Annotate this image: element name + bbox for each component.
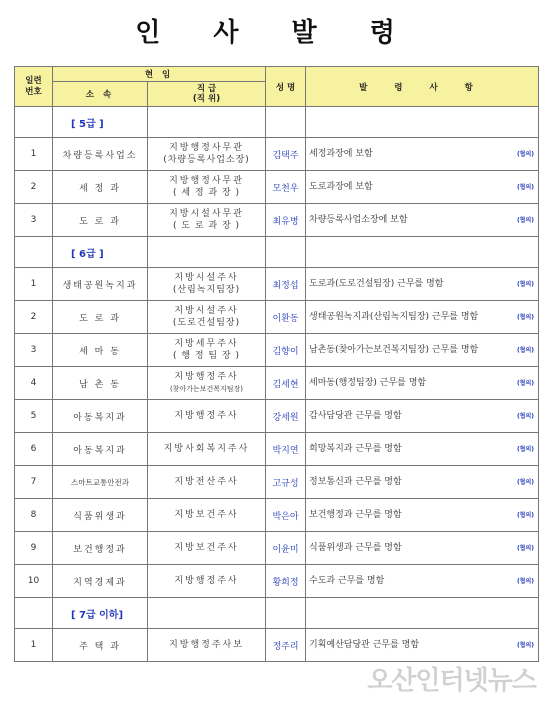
row-number: 3	[15, 334, 53, 367]
row-name: 모천우	[266, 171, 306, 204]
details-text: 생태공원녹지과(산림녹지팀장) 근무를 명함	[309, 311, 479, 322]
rank-title: 지방행정주사	[174, 372, 239, 382]
page-title: 인 사 발 령	[135, 18, 417, 48]
header-name: 성 명	[266, 67, 306, 107]
row-name: 박지연	[266, 433, 306, 466]
details-text: 세정과장에 보함	[309, 148, 373, 159]
rank-title: 지방행정주사보	[169, 640, 244, 650]
table-row	[15, 629, 539, 662]
row-details	[306, 499, 539, 532]
consult-note: (협의)	[516, 380, 535, 387]
rank-position: ( 도 로 과 장 )	[172, 221, 241, 231]
row-name: 이윤미	[266, 532, 306, 565]
row-name: 이환동	[266, 301, 306, 334]
row-name: 고규성	[266, 466, 306, 499]
row-department: 주 택 과	[53, 629, 148, 662]
row-details	[306, 629, 539, 662]
details-text: 식품위생과 근무를 명함	[309, 542, 402, 553]
rank-position: (차량등록사업소장)	[163, 155, 250, 165]
row-number: 6	[15, 433, 53, 466]
row-number: 1	[15, 629, 53, 662]
row-details	[306, 433, 539, 466]
rank-title: 지방행정주사	[174, 411, 239, 421]
row-number: 7	[15, 466, 53, 499]
section-grade: [ 5급 ]	[53, 107, 148, 138]
row-number: 2	[15, 301, 53, 334]
row-rank	[148, 433, 266, 466]
row-details	[306, 171, 539, 204]
section-grade: [ 6급 ]	[53, 237, 148, 268]
row-department: 아동복지과	[53, 433, 148, 466]
details-text: 차량등록사업소장에 보함	[309, 214, 408, 225]
row-name: 최유병	[266, 204, 306, 237]
table-row	[15, 466, 539, 499]
row-details	[306, 367, 539, 400]
header-dept: 소 속	[53, 82, 148, 107]
section-row	[15, 598, 539, 629]
personnel-table	[14, 66, 539, 662]
section-blank	[306, 107, 539, 138]
consult-note: (협의)	[516, 512, 535, 519]
row-details	[306, 532, 539, 565]
row-details	[306, 268, 539, 301]
row-department: 생태공원녹지과	[53, 268, 148, 301]
section-blank	[266, 107, 306, 138]
rank-position: (찾아가는보건복지팀장)	[169, 385, 244, 393]
rank-title: 지방사회복지주사	[163, 444, 250, 454]
rank-title: 지방행정주사	[174, 576, 239, 586]
row-department: 도 로 과	[53, 204, 148, 237]
rank-title: 지방행정사무관	[169, 143, 244, 153]
details-text: 도로과(도로건설팀장) 근무를 명함	[309, 278, 444, 289]
rank-title: 지방시설주사	[174, 306, 239, 316]
consult-note: (협의)	[516, 184, 535, 191]
row-details	[306, 138, 539, 171]
row-rank	[148, 171, 266, 204]
row-name: 황희정	[266, 565, 306, 598]
rank-title: 지방보건주사	[174, 510, 239, 520]
row-number: 3	[15, 204, 53, 237]
table-row	[15, 532, 539, 565]
section-blank	[148, 107, 266, 138]
row-rank	[148, 268, 266, 301]
row-name: 김향이	[266, 334, 306, 367]
watermark: 오산인터넷뉴스	[367, 666, 536, 696]
row-department: 스마트교통안전과	[53, 466, 148, 499]
row-name: 정주리	[266, 629, 306, 662]
section-blank	[15, 598, 53, 629]
section-blank	[266, 598, 306, 629]
row-rank	[148, 400, 266, 433]
table-row	[15, 138, 539, 171]
row-number: 1	[15, 138, 53, 171]
table-row	[15, 268, 539, 301]
row-department: 도 로 과	[53, 301, 148, 334]
row-department: 세 마 동	[53, 334, 148, 367]
consult-note: (협의)	[516, 479, 535, 486]
rank-position: (산림녹지팀장)	[172, 285, 241, 295]
table-row	[15, 400, 539, 433]
row-rank	[148, 532, 266, 565]
header-rank: 직 급 (직 위)	[148, 82, 266, 107]
row-name: 최정섭	[266, 268, 306, 301]
rank-position: ( 세 정 과 장 )	[172, 188, 241, 198]
rank-position: (도로건설팀장)	[172, 318, 241, 328]
row-department: 식품위생과	[53, 499, 148, 532]
row-department: 지역경제과	[53, 565, 148, 598]
row-details	[306, 204, 539, 237]
rank-title: 지방시설주사	[174, 273, 239, 283]
section-blank	[306, 598, 539, 629]
row-number: 5	[15, 400, 53, 433]
consult-note: (협의)	[516, 347, 535, 354]
section-row	[15, 237, 539, 268]
row-details	[306, 334, 539, 367]
rank-title: 지방시설사무관	[169, 209, 244, 219]
details-text: 기획예산담당관 근무를 명함	[309, 639, 420, 650]
row-department: 보건행정과	[53, 532, 148, 565]
row-department: 차량등록사업소	[53, 138, 148, 171]
row-rank	[148, 367, 266, 400]
table-row	[15, 204, 539, 237]
row-rank	[148, 565, 266, 598]
table-row	[15, 565, 539, 598]
row-rank	[148, 204, 266, 237]
section-grade: [ 7급 이하]	[53, 598, 148, 629]
row-number: 4	[15, 367, 53, 400]
row-details	[306, 400, 539, 433]
consult-note: (협의)	[516, 281, 535, 288]
consult-note: (협의)	[516, 314, 535, 321]
rank-title: 지방세무주사	[174, 339, 239, 349]
rank-title: 지방행정사무관	[169, 176, 244, 186]
section-blank	[148, 598, 266, 629]
row-name: 김택주	[266, 138, 306, 171]
row-rank	[148, 334, 266, 367]
table-row	[15, 433, 539, 466]
row-details	[306, 301, 539, 334]
row-number: 1	[15, 268, 53, 301]
row-number: 9	[15, 532, 53, 565]
rank-position: ( 행 정 팀 장 )	[172, 351, 241, 361]
table-row	[15, 499, 539, 532]
table-row	[15, 171, 539, 204]
consult-note: (협의)	[516, 446, 535, 453]
consult-note: (협의)	[516, 642, 535, 649]
row-name: 박은아	[266, 499, 306, 532]
row-number: 10	[15, 565, 53, 598]
table-row	[15, 334, 539, 367]
row-number: 2	[15, 171, 53, 204]
details-text: 남촌동(찾아가는보건복지팀장) 근무를 명함	[309, 344, 479, 355]
rank-title: 지방전산주사	[174, 477, 239, 487]
row-name: 김세현	[266, 367, 306, 400]
row-rank	[148, 499, 266, 532]
table-row	[15, 301, 539, 334]
consult-note: (협의)	[516, 151, 535, 158]
details-text: 정보통신과 근무를 명함	[309, 476, 402, 487]
row-department: 남 촌 동	[53, 367, 148, 400]
details-text: 보건행정과 근무를 명함	[309, 509, 402, 520]
consult-note: (협의)	[516, 217, 535, 224]
details-text: 수도과 근무를 명함	[309, 575, 385, 586]
consult-note: (협의)	[516, 545, 535, 552]
row-details	[306, 565, 539, 598]
consult-note: (협의)	[516, 578, 535, 585]
row-number: 8	[15, 499, 53, 532]
section-row	[15, 107, 539, 138]
row-rank	[148, 629, 266, 662]
rank-title: 지방보건주사	[174, 543, 239, 553]
table-row	[15, 367, 539, 400]
details-text: 희망복지과 근무를 명함	[309, 443, 402, 454]
details-text: 도로과장에 보함	[309, 181, 373, 192]
section-blank	[15, 107, 53, 138]
section-blank	[15, 237, 53, 268]
row-rank	[148, 466, 266, 499]
section-blank	[266, 237, 306, 268]
details-text: 감사담당관 근무를 명함	[309, 410, 402, 421]
row-rank	[148, 301, 266, 334]
header-current: 현 임	[53, 67, 266, 82]
row-department: 세 정 과	[53, 171, 148, 204]
row-name: 강세원	[266, 400, 306, 433]
header-details: 발 령 사 항	[306, 67, 539, 107]
details-text: 세마동(행정팀장) 근무를 명함	[309, 377, 427, 388]
row-department: 아동복지과	[53, 400, 148, 433]
consult-note: (협의)	[516, 413, 535, 420]
row-rank	[148, 138, 266, 171]
section-blank	[306, 237, 539, 268]
row-details	[306, 466, 539, 499]
section-blank	[148, 237, 266, 268]
header-no: 일련 번호	[15, 67, 53, 107]
